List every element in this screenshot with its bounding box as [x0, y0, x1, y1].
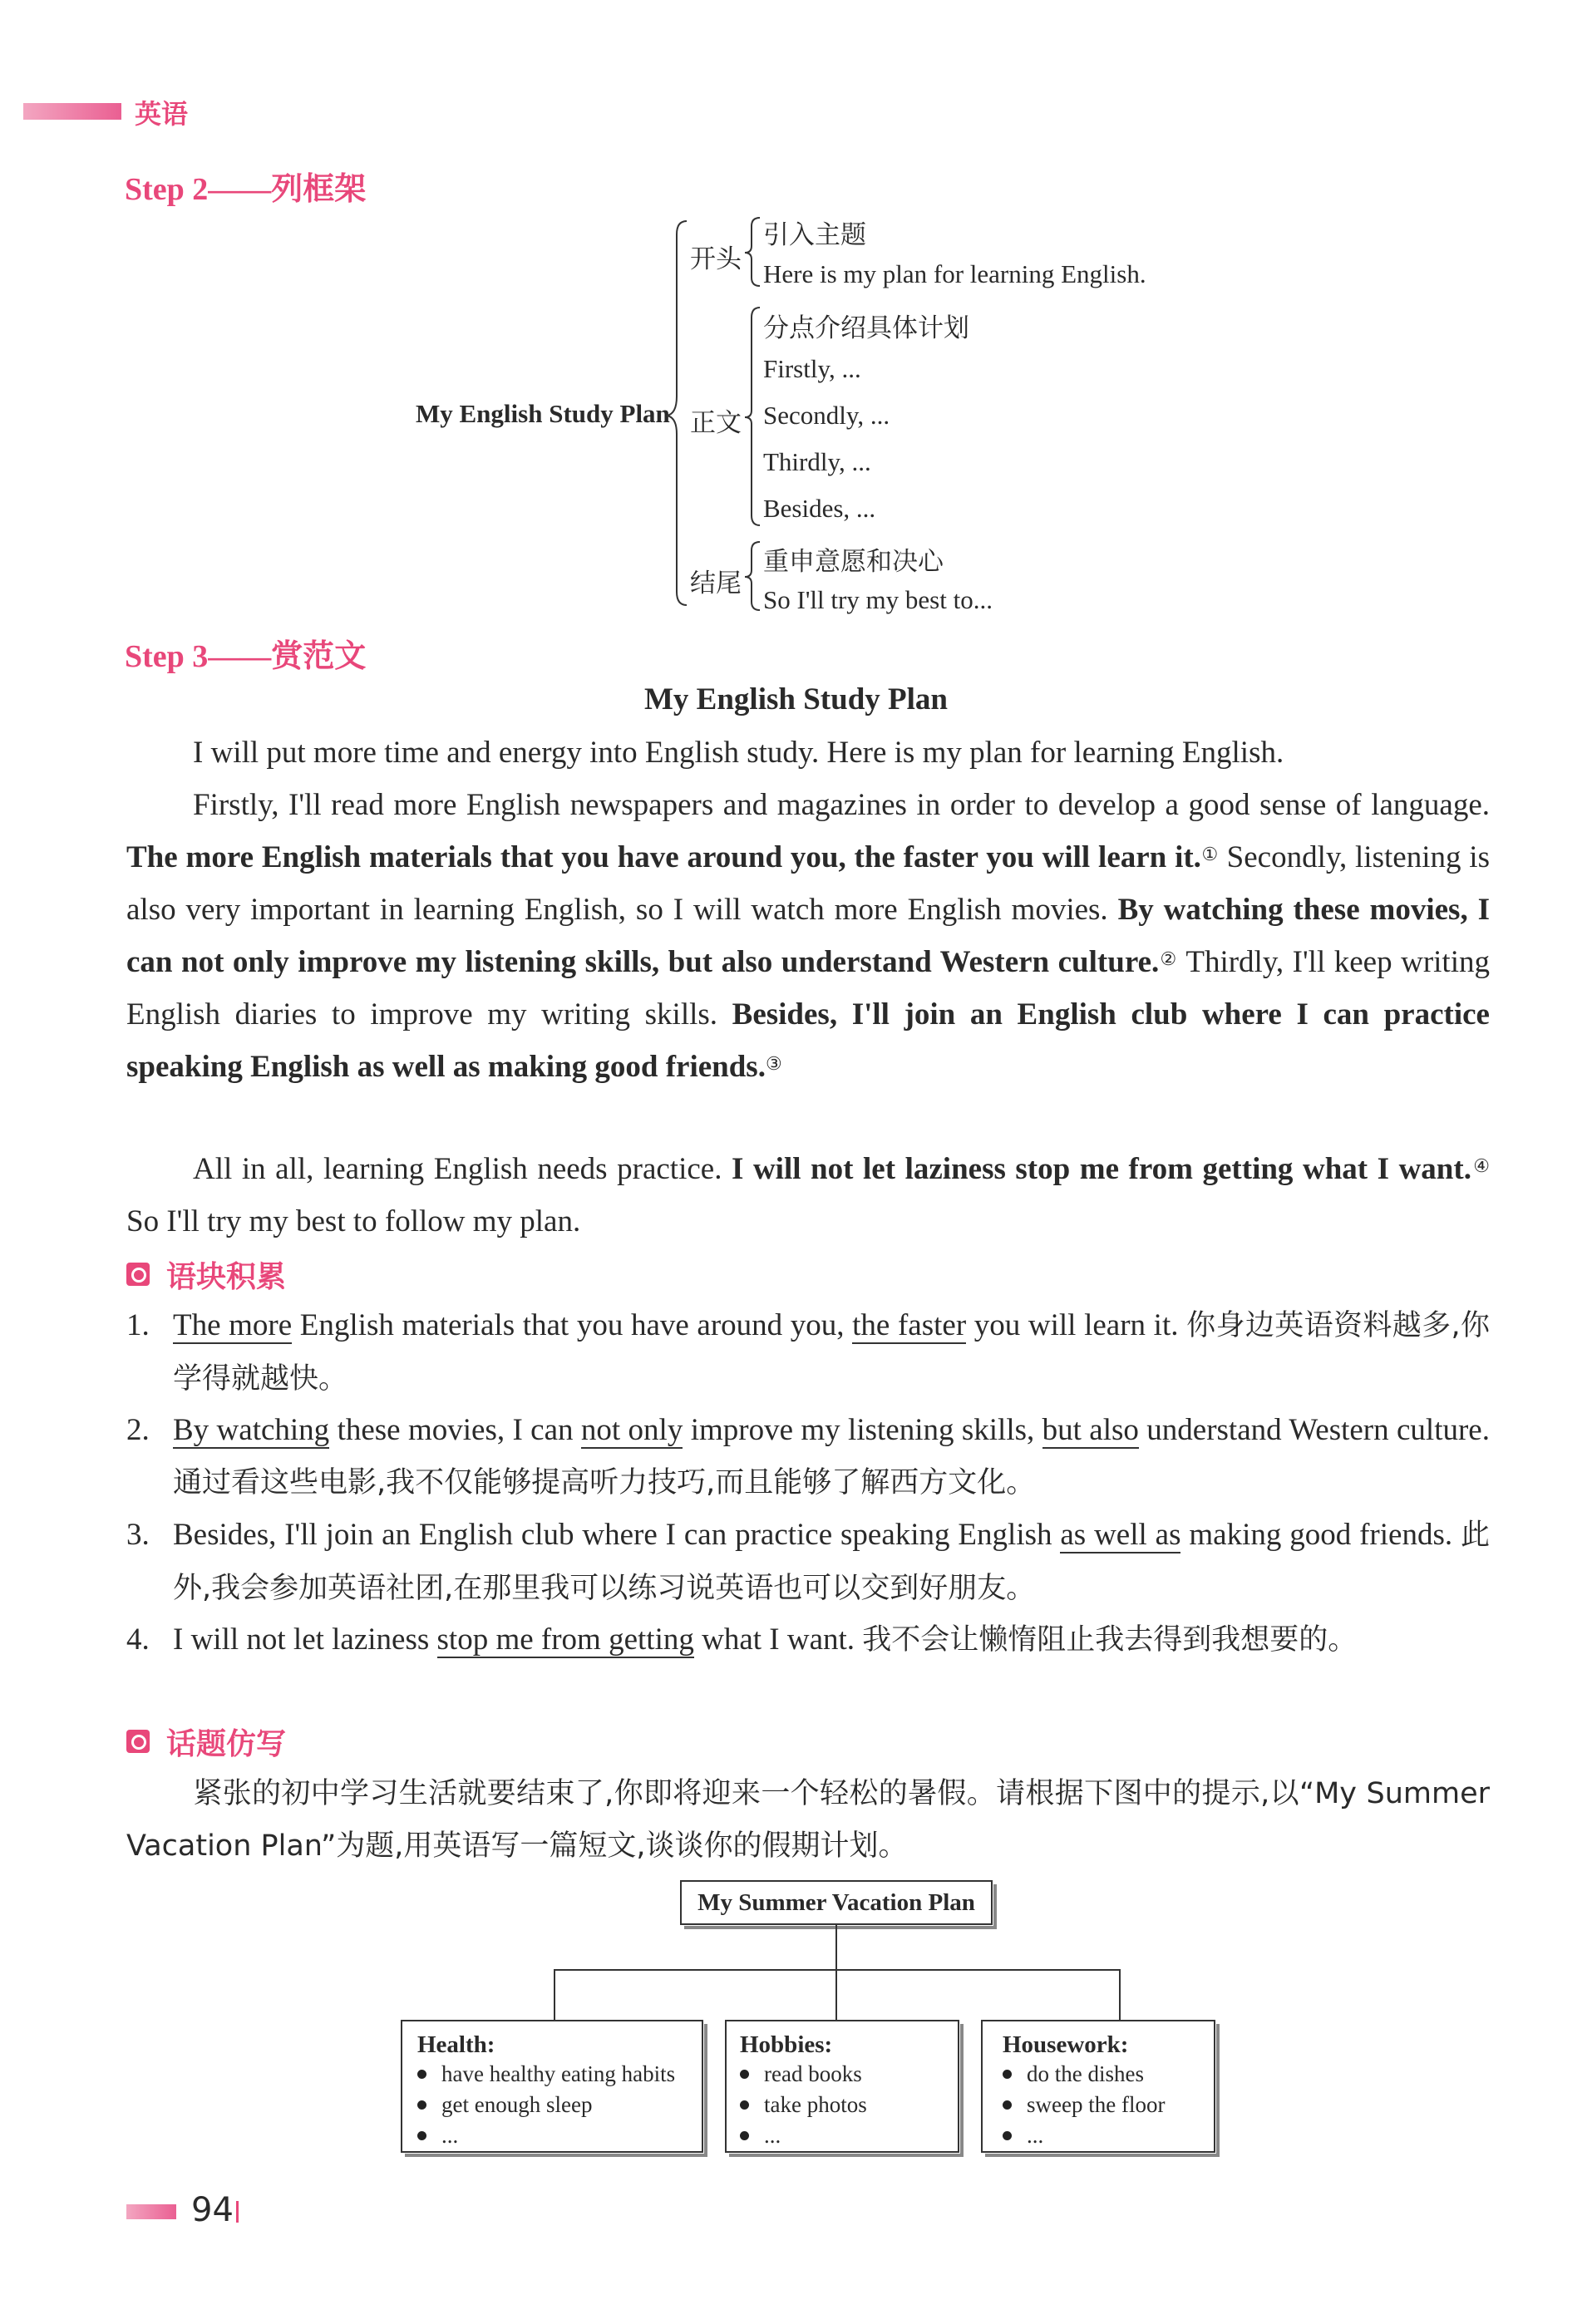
outline-brace-body: [743, 304, 763, 529]
connector: [835, 1923, 837, 1970]
essay-title: My English Study Plan: [644, 682, 948, 716]
box-item: sweep the floor: [1003, 2090, 1194, 2120]
essay-paragraph-1: I will put more time and energy into English study. Here is my plan for learning English.: [193, 736, 1284, 770]
step2-heading: Step 2——列框架: [125, 172, 367, 207]
step3-heading: Step 3——赏范文: [125, 639, 367, 674]
essay-paragraph-2: Firstly, I'll read more English newspapers and magazines in order to develop a good sense of language. The more English materials that you have around you, the faster you will learn it.① Secondly, listening is also very important in learning English, so I will watch more English movies. By watching these movies, I can not only improve my listening skills, but also understand Western culture.② Thirdly, I'll keep writing English diaries to improve my writing skills. Besides, I'll join an English club where I can practice speaking English as well as making good friends.③: [126, 788, 1490, 1084]
connector: [835, 1969, 837, 2020]
outline-brace-conclusion: [743, 539, 763, 613]
essay-paragraph-3: All in all, learning English needs practice. I will not let laziness stop me from getting what I want.④ So I'll try my best to follow my plan.: [126, 1152, 1490, 1238]
phrase-item: 4. I will not let laziness stop me from getting what I want. 我不会让懒惰阻止我去得到我想要的。: [126, 1622, 1358, 1657]
imitation-prompt: 紧张的初中学习生活就要结束了,你即将迎来一个轻松的暑假。请根据下图中的提示,以“My Summer Vacation Plan”为题,用英语写一篇短文,谈谈你的假期计划。: [126, 1777, 1490, 1863]
highlight-sentence-2: By watching these movies, I can not only improve my listening skills, but also understand Western culture.: [126, 893, 1490, 979]
phrase-item: 1. The more English materials that you have around you, the faster you will learn it. 你身边英语资料越多,你学得就越快。: [126, 1308, 1490, 1396]
highlight-sentence-1: The more English materials that you have around you, the faster you will learn it.: [126, 840, 1201, 874]
box-item: have healthy eating habits: [417, 2059, 687, 2090]
phrase-item: 3. Besides, I'll join an English club where I can practice speaking English as well as making good friends. 此外,我会参加英语社团,在那里我可以练习说英语也可以交到好朋友。: [126, 1518, 1490, 1605]
box-item: take photos: [740, 2090, 944, 2120]
outline-root: My English Study Plan: [416, 399, 670, 428]
outline-group-conclusion: 结尾: [690, 569, 742, 598]
outline-item: So I'll try my best to...: [763, 585, 993, 614]
box-title: Hobbies:: [740, 2031, 833, 2058]
box-item: ...: [740, 2120, 944, 2151]
outline-item: 引入主题: [763, 220, 866, 250]
highlight-sentence-4: I will not let laziness stop me from getting what I want.: [732, 1152, 1471, 1186]
outline-group-intro: 开头: [690, 244, 742, 274]
box-title: Housework:: [1003, 2031, 1129, 2058]
phrases-heading: 语块积累: [166, 1260, 287, 1294]
box-title: Health:: [417, 2031, 495, 2058]
diagram-box-health: [401, 2020, 703, 2153]
imitation-heading: 话题仿写: [166, 1727, 287, 1761]
connector: [554, 1969, 555, 2020]
box-item: ...: [417, 2120, 687, 2151]
outline-item: Secondly, ...: [763, 401, 890, 430]
connector: [554, 1969, 1121, 1971]
outline-item: Besides, ...: [763, 494, 876, 523]
box-item: ...: [1003, 2120, 1194, 2151]
page-number: 94: [191, 2191, 234, 2229]
phrase-item: 2. By watching these movies, I can not only improve my listening skills, but also understand Western culture. 通过看这些电影,我不仅能够提高听力技巧,而且能够了解西方文化。: [126, 1413, 1490, 1499]
diagram-box-hobbies: [725, 2020, 959, 2153]
outline-item: Here is my plan for learning English.: [763, 259, 1146, 288]
page-tick: [236, 2201, 239, 2223]
outline-main-brace: [665, 218, 690, 608]
phrases-section-icon: [126, 1263, 150, 1286]
box-item: do the dishes: [1003, 2059, 1194, 2090]
footer-bar: [126, 2204, 176, 2219]
subject-label: 英语: [135, 98, 189, 130]
connector: [1119, 1969, 1121, 2020]
outline-brace-intro: [743, 214, 763, 289]
outline-item: 分点介绍具体计划: [763, 313, 969, 343]
box-item: get enough sleep: [417, 2090, 687, 2120]
outline-item: 重申意愿和决心: [763, 547, 944, 577]
diagram-title-box: [680, 1880, 993, 1925]
diagram-title: My Summer Vacation Plan: [697, 1889, 975, 1916]
highlight-sentence-3: Besides, I'll join an English club where I can practice speaking English as well as making good friends.: [126, 997, 1490, 1084]
outline-item: Thirdly, ...: [763, 447, 871, 476]
outline-group-body: 正文: [690, 408, 742, 438]
outline-item: Firstly, ...: [763, 354, 861, 383]
header-bar: [23, 103, 121, 120]
diagram-box-housework: [981, 2020, 1215, 2153]
box-item: read books: [740, 2059, 944, 2090]
imitation-section-icon: [126, 1730, 150, 1753]
